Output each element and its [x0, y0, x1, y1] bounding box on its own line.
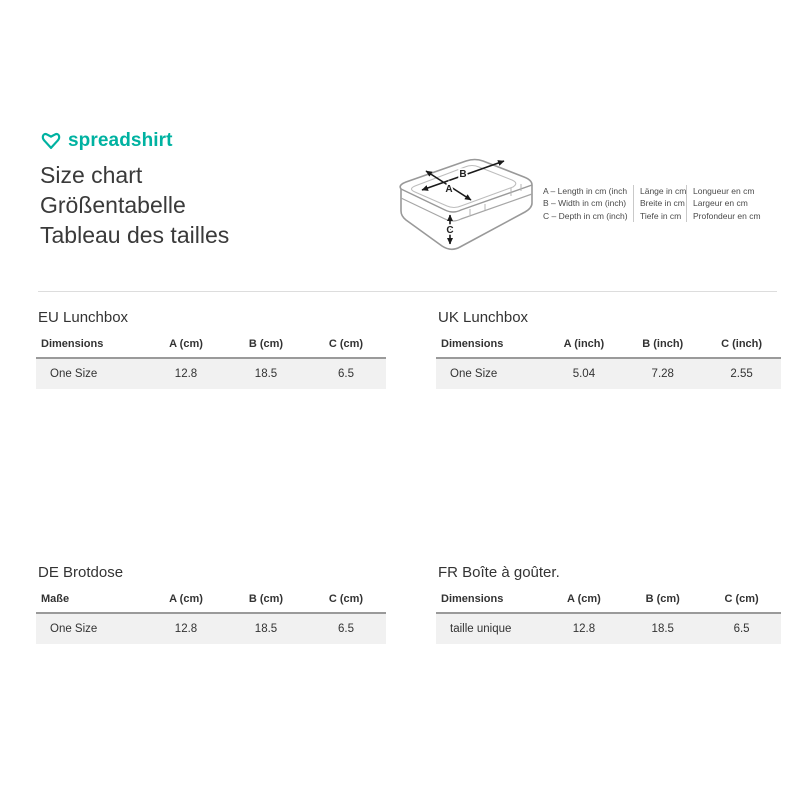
legend-a-en: A – Length in cm (inch [543, 186, 628, 196]
value-cell: 12.8 [146, 613, 226, 644]
column-header: B (inch) [623, 335, 702, 358]
value-cell: 12.8 [545, 613, 624, 644]
column-header: B (cm) [226, 590, 306, 613]
legend-b-fr: Largeur en cm [686, 197, 761, 209]
column-header: Dimensions [436, 335, 545, 358]
header-row [436, 335, 781, 358]
page-title-en: Size chart [40, 162, 143, 188]
value-cell: 6.5 [702, 613, 781, 644]
column-header: Dimensions [436, 590, 545, 613]
heart-icon [40, 131, 62, 151]
page-title-de: Größentabelle [40, 192, 186, 218]
dimension-legend [543, 185, 761, 222]
table-title-uk: UK Lunchbox [438, 309, 529, 326]
value-cell: 6.5 [306, 358, 386, 389]
table-title-fr: FR Boîte à goûter. [438, 564, 560, 581]
size-table-fr [436, 590, 781, 644]
size-name-cell: One Size [436, 358, 545, 389]
value-cell: 12.8 [146, 358, 226, 389]
table-title-eu: EU Lunchbox [38, 309, 129, 326]
size-section-eu [36, 304, 386, 389]
column-header: A (inch) [545, 335, 624, 358]
column-header: B (cm) [226, 335, 306, 358]
dimension-label-c: C [446, 225, 454, 236]
header-row [436, 590, 781, 613]
column-header: C (inch) [702, 335, 781, 358]
value-cell: 18.5 [226, 613, 306, 644]
size-name-cell: taille unique [436, 613, 545, 644]
column-header: C (cm) [306, 590, 386, 613]
lunchbox-diagram [393, 156, 543, 264]
table-row [36, 613, 386, 644]
spreadshirt-logo [40, 130, 173, 152]
size-section-uk [436, 304, 781, 389]
header-row [36, 335, 386, 358]
value-cell: 5.04 [545, 358, 624, 389]
size-section-de [36, 559, 386, 644]
value-cell: 2.55 [702, 358, 781, 389]
value-cell: 18.5 [623, 613, 702, 644]
legend-row-b [543, 197, 761, 209]
table-row [436, 358, 781, 389]
table-row [436, 613, 781, 644]
size-name-cell: One Size [36, 358, 146, 389]
column-header: B (cm) [623, 590, 702, 613]
size-section-fr [436, 559, 781, 644]
size-table-de [36, 590, 386, 644]
page-title [40, 160, 229, 250]
dimension-label-b: B [459, 169, 467, 180]
column-header: Maße [36, 590, 146, 613]
legend-a-de: Länge in cm [633, 185, 686, 197]
size-table-eu [36, 335, 386, 389]
header-row [36, 590, 386, 613]
legend-c-fr: Profondeur en cm [686, 210, 761, 222]
value-cell: 18.5 [226, 358, 306, 389]
legend-c-en: C – Depth in cm (inch) [543, 210, 628, 221]
section-divider [38, 291, 777, 292]
legend-row-c [543, 210, 761, 222]
legend-b-en: B – Width in cm (inch) [543, 198, 627, 209]
legend-c-de: Tiefe in cm [633, 210, 686, 222]
value-cell: 7.28 [623, 358, 702, 389]
legend-a-fr: Longueur en cm [686, 185, 761, 197]
column-header: C (cm) [702, 590, 781, 613]
column-header: A (cm) [146, 335, 226, 358]
brand-name: spreadshirt [68, 130, 173, 151]
page-title-fr: Tableau des tailles [40, 222, 230, 248]
table-title-de: DE Brotdose [38, 564, 124, 581]
size-name-cell: One Size [36, 613, 146, 644]
legend-b-de: Breite in cm [633, 197, 686, 209]
column-header: A (cm) [545, 590, 624, 613]
column-header: A (cm) [146, 590, 226, 613]
column-header: C (cm) [306, 335, 386, 358]
dimension-label-a: A [445, 184, 453, 195]
column-header: Dimensions [36, 335, 146, 358]
table-row [36, 358, 386, 389]
size-table-uk [436, 335, 781, 389]
legend-row-a [543, 185, 761, 197]
value-cell: 6.5 [306, 613, 386, 644]
